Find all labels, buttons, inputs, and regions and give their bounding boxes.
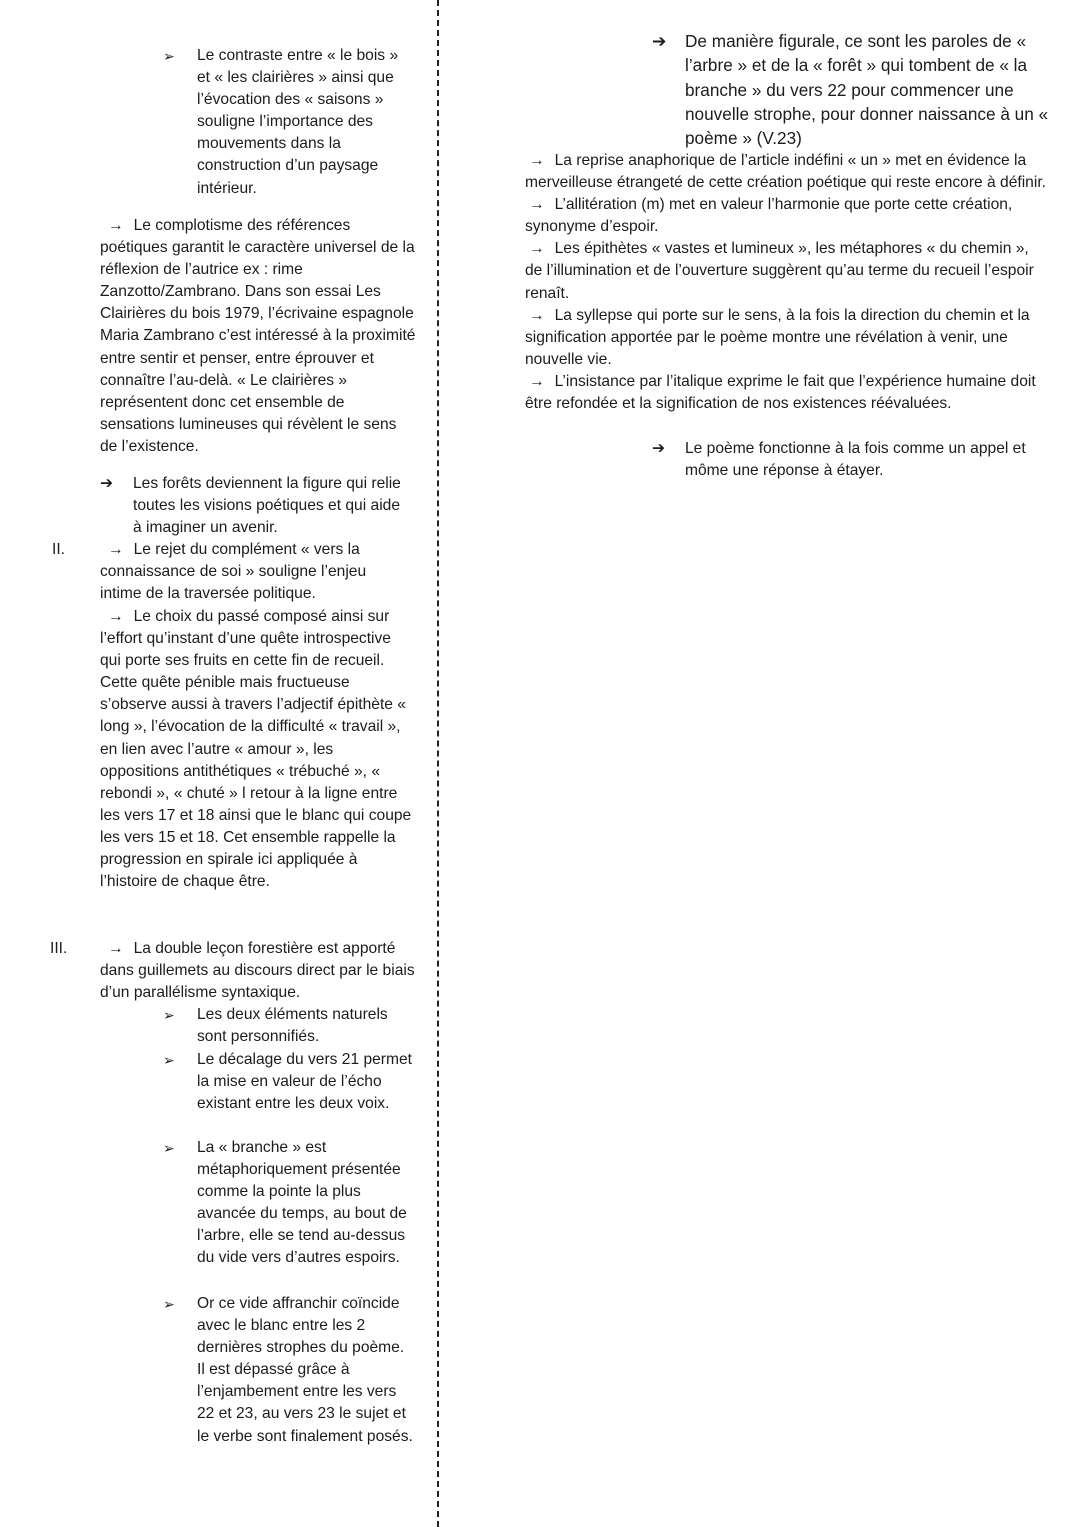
para-text: Les forêts deviennent la figure qui relie toutes les visions poétiques et qui aide à imaginer un avenir. — [133, 475, 401, 537]
arrow-icon: → — [529, 240, 545, 258]
column-divider — [437, 0, 439, 1527]
arrow-icon: → — [529, 152, 545, 169]
right-point-1 — [525, 150, 1050, 194]
iii-bullet-1 — [197, 1004, 412, 1048]
right-conclusion — [652, 438, 1040, 482]
para-text: Le complotisme des références poétiques garantit le caractère universel de la réflexion de l’autrice ex : rime Zanzotto/Zambrano. Dans son essai Les Clairières du bois 1979, l’écrivaine espagnole Maria Zambrano c’est intéressé à la proximité entre sentir et penser, entre éprouver et connaître l’au-delà. « Le clairières » représentent donc cet ensemble de sensations lumineuses qui révèlent le sens de l’existence. — [100, 217, 416, 455]
point-text: La syllepse qui porte sur le sens, à la fois la direction du chemin et la signification apportée par le poème montre une révélation à venir, une nouvelle vie. — [525, 306, 1030, 368]
iii-bullet-3 — [197, 1137, 412, 1270]
bold-arrow-icon: ➔ — [652, 31, 667, 51]
right-points — [525, 150, 1050, 415]
right-point-3 — [525, 238, 1050, 304]
right-point-4 — [525, 305, 1050, 371]
arrow-icon: → — [529, 372, 545, 390]
chevron-icon: ➢ — [163, 1140, 175, 1156]
para-text: Le choix du passé composé ainsi sur l’effort qu’instant d’une quête introspective qui porte ses fruits en cette fin de recueil. Cette quête pénible mais fructueuse s’observe aussi à travers l’adjectif épithète « long », l’évocation de la difficulté « travail », en lien avec l’autre « amour », les oppositions antithétiques « trébuché », « rebondi », « chuté » l retour à la ligne entre les vers 17 et 18 ainsi que le blanc qui coupe les vers 15 et 18. Cet ensemble rappelle la progression en spirale ici appliquée à l’histoire de chaque être. — [100, 608, 412, 891]
para-complotisme — [100, 215, 416, 458]
arrow-icon: → — [529, 306, 545, 324]
bullet-text: Le décalage du vers 21 permet la mise en valeur de l’écho existant entre les deux voix. — [197, 1051, 412, 1113]
left-top-bullet-marker — [163, 45, 175, 67]
iii-bullet-marker-2 — [163, 1049, 175, 1071]
iii-bullet-marker-4 — [163, 1293, 175, 1315]
section-iii-para1 — [100, 938, 418, 1004]
arrow-icon: → — [108, 940, 124, 957]
bullet-text: Les deux éléments naturels sont personnifiés. — [197, 1006, 388, 1046]
iii-bullet-2 — [197, 1049, 415, 1115]
bullet-text: Le contraste entre « le bois » et « les clairières » ainsi que l’évocation des « saisons » souligne l’importance des mouvements dans la construction d’un paysage intérieur. — [197, 47, 399, 197]
bullet-text: Or ce vide affranchir coïncide avec le blanc entre les 2 dernières strophes du poème. Il est dépassé grâce à l’enjambement entre les vers 22 et 23, au vers 23 le sujet et le verbe sont finalement posés. — [197, 1295, 413, 1445]
para-text: Le rejet du complément « vers la connaissance de soi » souligne l’enjeu intime de la traversée politique. — [100, 541, 367, 603]
section-ii-para1 — [100, 539, 400, 605]
arrow-icon: → — [529, 196, 545, 214]
para-forets — [100, 473, 403, 539]
point-text: Les épithètes « vastes et lumineux », les métaphores « du chemin », de l’illumination et de l’ouverture suggèrent qu’au terme du recueil l’espoir renaît. — [525, 240, 1034, 302]
para-text: De manière figurale, ce sont les paroles de « l’arbre » et de la « forêt » qui tombent de « la branche » du vers 22 pour commencer une nouvelle strophe, pour donner naissance à un « poème » (V.23) — [685, 31, 1049, 149]
right-point-5 — [525, 371, 1050, 415]
chevron-icon: ➢ — [163, 1052, 175, 1068]
left-top-bullet — [197, 45, 415, 200]
iii-bullet-marker-1 — [163, 1004, 175, 1026]
arrow-icon: → — [108, 541, 124, 558]
para-figurale — [652, 29, 1050, 150]
right-point-2 — [525, 194, 1050, 238]
arrow-icon: → — [108, 217, 124, 234]
point-text: L’allitération (m) met en valeur l’harmonie que porte cette création, synonyme d’espoir. — [525, 196, 1013, 236]
chevron-icon: ➢ — [163, 1296, 175, 1312]
para-text: La double leçon forestière est apporté dans guillemets au discours direct par le biais d’un parallélisme syntaxique. — [100, 940, 415, 1002]
chevron-icon: ➢ — [163, 1007, 175, 1023]
bold-arrow-icon: ➔ — [652, 440, 666, 457]
chevron-icon: ➢ — [163, 48, 175, 64]
bullet-text: La « branche » est métaphoriquement présentée comme la pointe la plus avancée du temps, au bout de l’arbre, elle se tend au-dessus du vide vers d’autres espoirs. — [197, 1139, 407, 1267]
bold-arrow-icon: ➔ — [100, 475, 114, 492]
para-text: Le poème fonctionne à la fois comme un appel et môme une réponse à étayer. — [685, 440, 1026, 480]
section-ii-numeral: II. — [52, 541, 65, 558]
iii-bullet-marker-3 — [163, 1137, 175, 1159]
arrow-icon: → — [108, 608, 124, 625]
point-text: L’insistance par l’italique exprime le fait que l’expérience humaine doit être refondée et la signification de nos existences réévaluées. — [525, 372, 1036, 413]
iii-bullet-4 — [197, 1293, 415, 1448]
section-iii-numeral: III. — [50, 940, 68, 957]
point-text: La reprise anaphorique de l’article indéfini « un » met en évidence la merveilleuse étrangeté de cette création poétique qui reste encore à définir. — [525, 152, 1046, 192]
section-ii-para2 — [100, 606, 416, 893]
